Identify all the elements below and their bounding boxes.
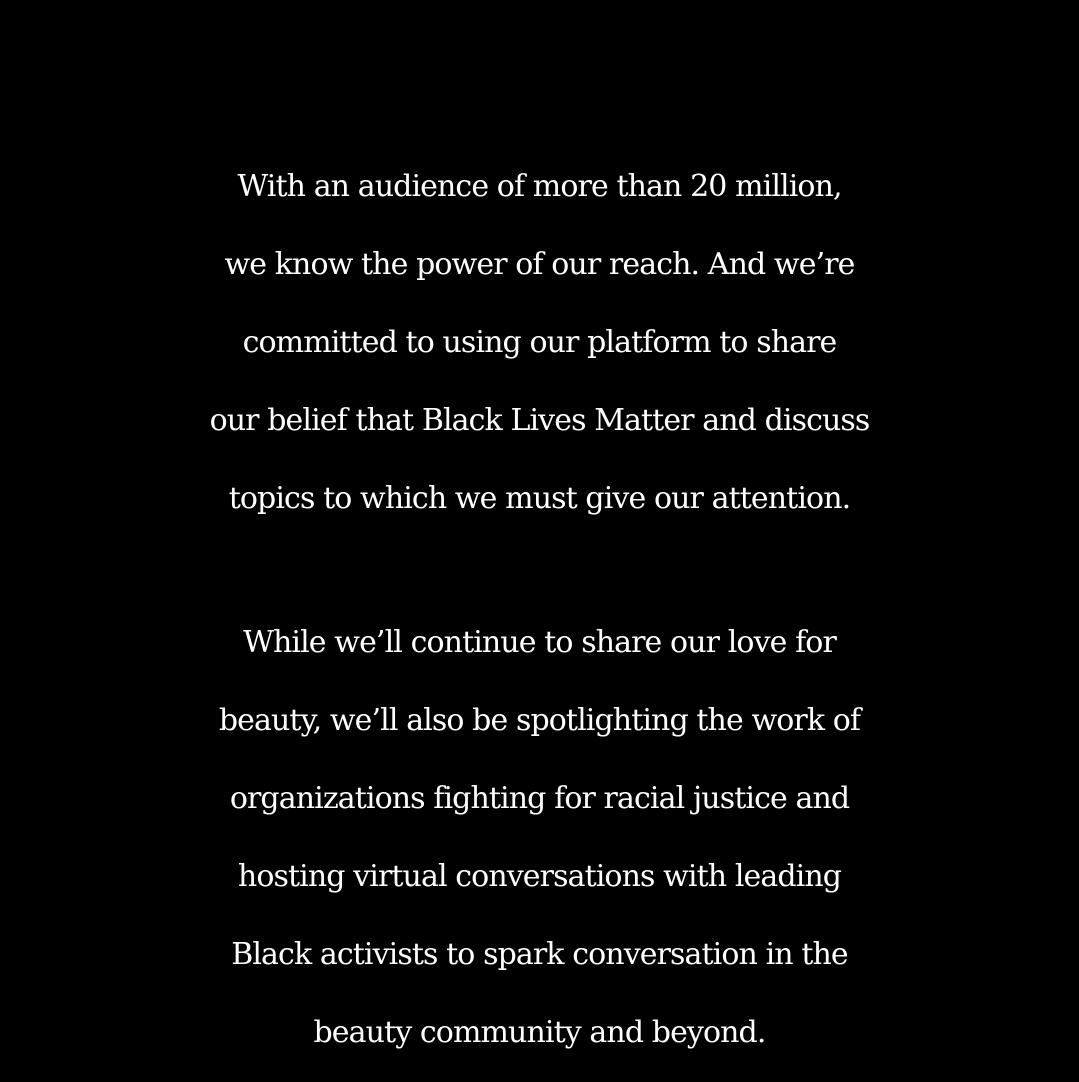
text-line: beauty community and beyond. — [313, 1015, 766, 1050]
text-line: While we’ll continue to share our love for — [243, 625, 836, 660]
text-line: organizations fighting for racial justice and — [229, 781, 850, 816]
statement-paragraph-1 — [0, 158, 1079, 548]
text-line: Black activists to spark conversation in the — [231, 937, 848, 972]
text-line: we know the power of our reach. And we’re — [224, 247, 855, 282]
statement-paragraph-2 — [0, 614, 1079, 1082]
text-line: beauty, we’ll also be spotlighting the work of — [218, 703, 861, 738]
text-line: our belief that Black Lives Matter and discuss — [209, 403, 870, 438]
text-line: hosting virtual conversations with leading — [237, 859, 842, 894]
text-line: committed to using our platform to share — [242, 325, 837, 360]
text-line: topics to which we must give our attention. — [228, 481, 851, 516]
text-line: With an audience of more than 20 million, — [237, 169, 842, 204]
